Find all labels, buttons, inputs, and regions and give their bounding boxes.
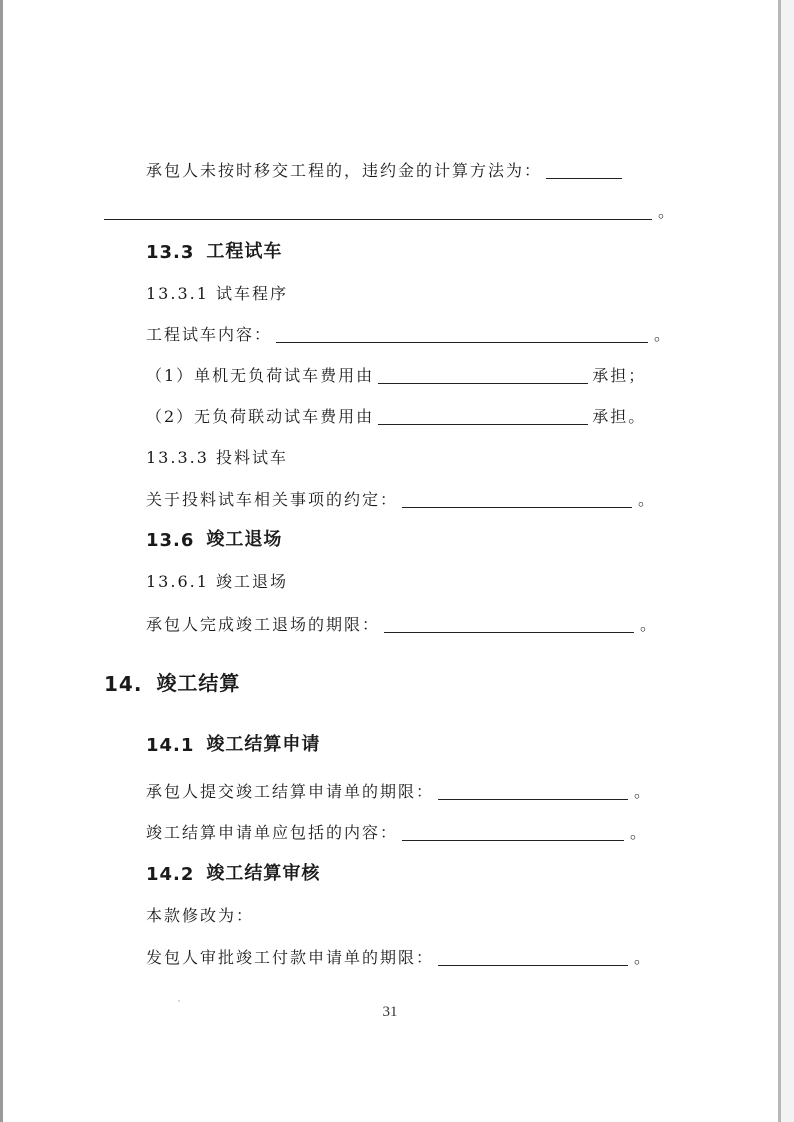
- penalty-blank-1: [546, 160, 622, 179]
- scan-speck: [178, 1000, 180, 1002]
- section-14-heading: 14. 竣工结算: [104, 671, 241, 696]
- page-number: 31: [382, 1004, 398, 1020]
- linked-test-line: （2）无负荷联动试车费用由 承担。: [146, 407, 647, 426]
- subsection-13-3-1: 13.3.1 试车程序: [146, 284, 288, 303]
- test-content-line: 工程试车内容： 。: [146, 325, 673, 344]
- single-machine-blank: [378, 365, 588, 384]
- penalty-continuation-line: 。: [0, 193, 794, 223]
- penalty-blank-2: [104, 201, 652, 220]
- amendment-line: 本款修改为：: [146, 906, 255, 925]
- test-content-blank: [276, 324, 648, 343]
- linked-test-blank: [378, 406, 588, 425]
- application-contents-line: 竣工结算申请单应包括的内容： 。: [146, 823, 649, 842]
- feed-test-blank: [402, 489, 632, 508]
- section-14-1-heading: 14.1 竣工结算申请: [146, 734, 321, 756]
- feed-test-line: 关于投料试车相关事项的约定： 。: [146, 490, 657, 509]
- subsection-13-6-1: 13.6.1 竣工退场: [146, 572, 288, 591]
- submission-deadline-line: 承包人提交竣工结算申请单的期限： 。: [146, 782, 653, 801]
- approval-deadline-line: 发包人审批竣工付款申请单的期限： 。: [146, 948, 653, 967]
- approval-deadline-blank: [438, 947, 628, 966]
- penalty-calculation-label: 承包人未按时移交工程的，违约金的计算方法为：: [146, 161, 543, 180]
- penalty-calculation-line: [0, 152, 794, 182]
- section-14-2-heading: 14.2 竣工结算审核: [146, 863, 321, 885]
- subsection-13-3-3: 13.3.3 投料试车: [146, 448, 288, 467]
- exit-deadline-line: 承包人完成竣工退场的期限： 。: [146, 615, 659, 634]
- submission-deadline-blank: [438, 781, 628, 800]
- section-13-6-heading: 13.6 竣工退场: [146, 529, 283, 551]
- application-contents-blank: [402, 822, 624, 841]
- section-13-3-heading: 13.3 工程试车: [146, 241, 283, 263]
- exit-deadline-blank: [384, 614, 634, 633]
- single-machine-test-line: （1）单机无负荷试车费用由 承担；: [146, 366, 647, 385]
